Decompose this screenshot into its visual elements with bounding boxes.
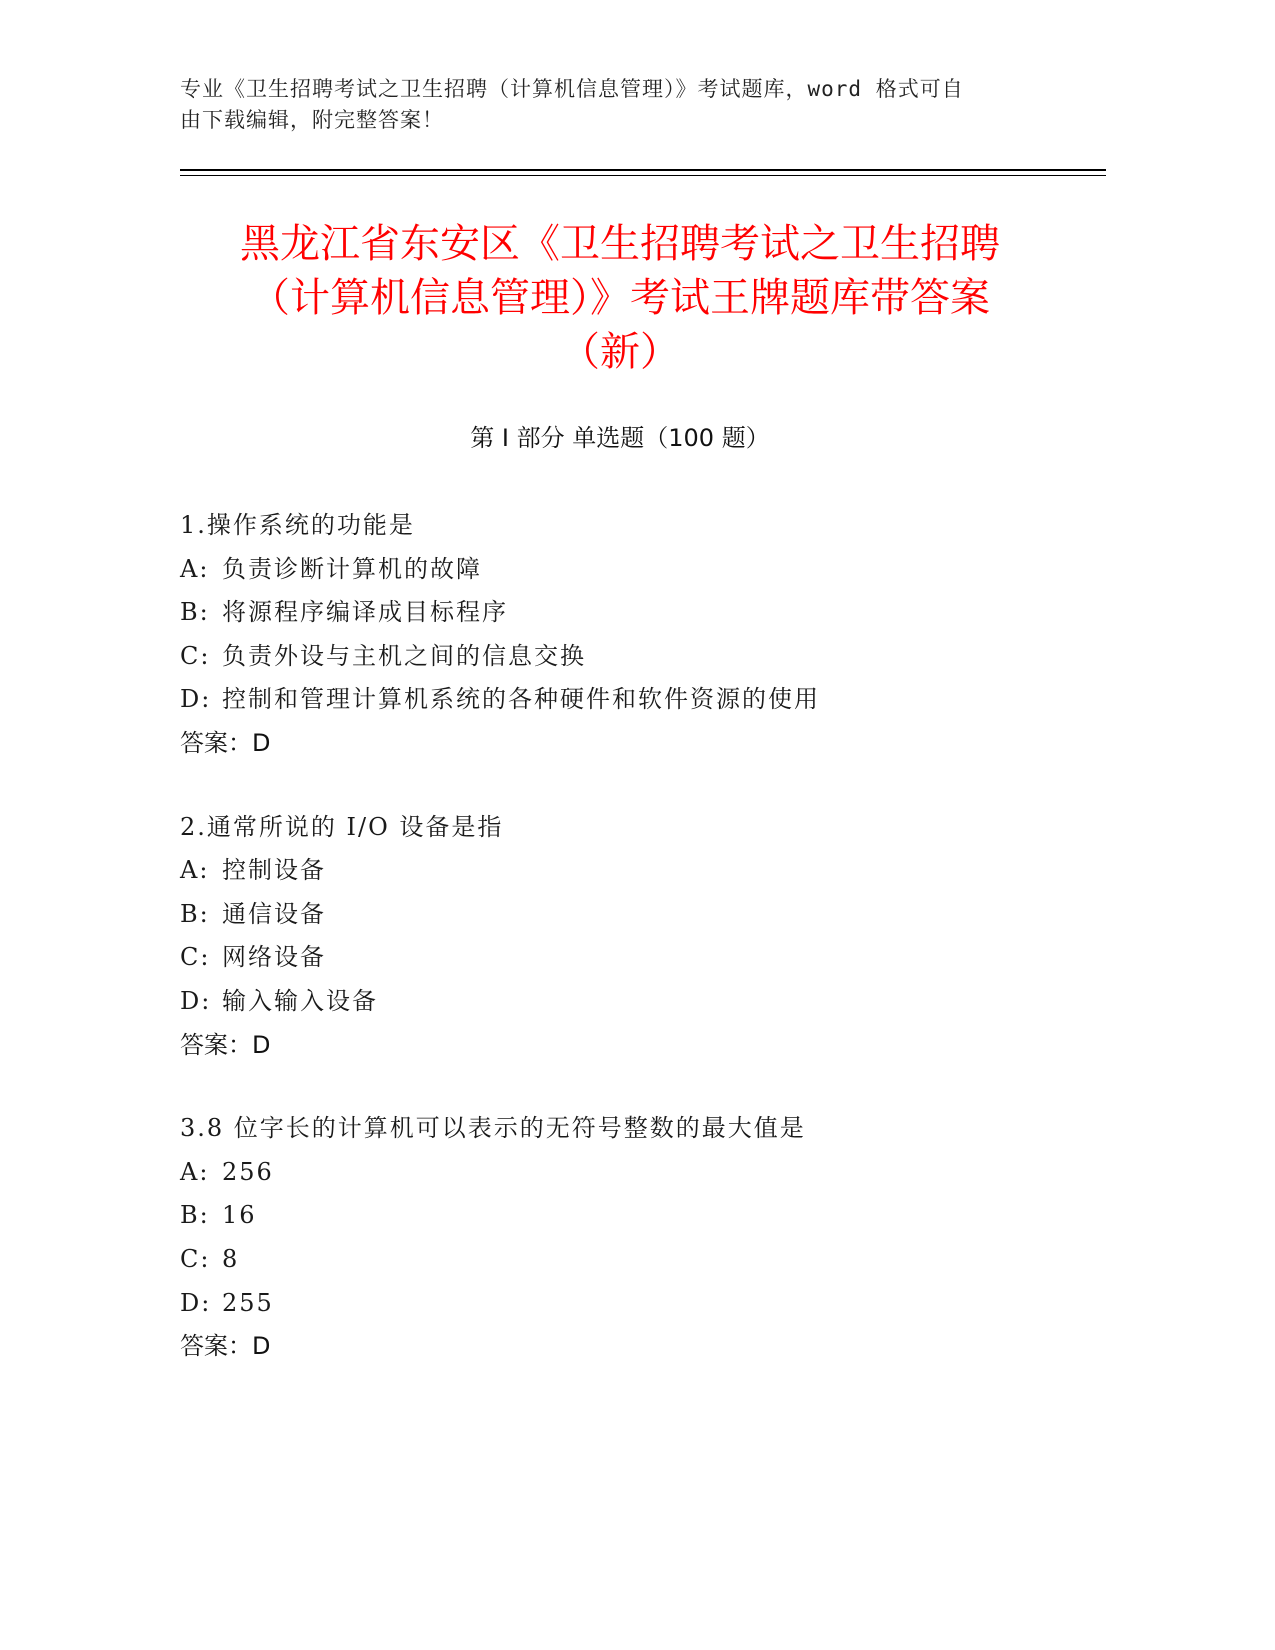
option-text: 网络设备: [222, 943, 326, 972]
option-key: A:: [180, 1157, 210, 1186]
title-line: （新）: [560, 329, 680, 375]
option-key: B:: [180, 899, 210, 928]
option-text: 8: [222, 1244, 240, 1273]
intro-line: 由下载编辑，附完整答案！: [180, 108, 444, 132]
title-line: （计算机信息管理）》考试王牌题库带答案: [250, 275, 990, 321]
option-key: A:: [180, 856, 210, 885]
header-rule-thick: [180, 169, 1106, 171]
intro-line: 专业《卫生招聘考试之卫生招聘（计算机信息管理）》考试题库，word 格式可自: [180, 77, 964, 101]
option-key: B:: [180, 1201, 210, 1230]
intro-paragraph: [180, 74, 1050, 136]
title-line: 黑龙江省东安区《卫生招聘考试之卫生招聘: [240, 221, 1000, 267]
document-title: [180, 217, 1060, 379]
question-2: [180, 806, 1080, 1068]
option-key: C:: [180, 943, 211, 972]
option-d: [180, 678, 1080, 722]
section-heading: 第 I 部分 单选题（100 题）: [470, 424, 770, 452]
option-key: B:: [180, 598, 210, 627]
option-a: [180, 849, 1080, 893]
option-c: [180, 1238, 1080, 1282]
option-key: C:: [180, 641, 211, 670]
option-text: 控制和管理计算机系统的各种硬件和软件资源的使用: [222, 685, 820, 714]
option-key: D:: [180, 685, 212, 714]
option-text: 负责诊断计算机的故障: [222, 554, 482, 583]
option-text: 255: [222, 1288, 274, 1317]
option-key: A:: [180, 554, 210, 583]
option-text: 输入输入设备: [222, 986, 378, 1015]
answer-line: 答案：D: [180, 728, 271, 757]
option-b: [180, 591, 1080, 635]
option-c: [180, 936, 1080, 980]
option-key: D:: [180, 1288, 212, 1317]
option-text: 256: [222, 1157, 274, 1186]
option-a: [180, 1151, 1080, 1195]
option-a: [180, 548, 1080, 592]
option-text: 控制设备: [222, 856, 326, 885]
question-stem: 2.通常所说的 I/O 设备是指: [180, 812, 504, 841]
option-c: [180, 635, 1080, 679]
option-key: D:: [180, 986, 212, 1015]
option-text: 负责外设与主机之间的信息交换: [222, 641, 586, 670]
option-text: 将源程序编译成目标程序: [222, 598, 508, 627]
question-stem: 3.8 位字长的计算机可以表示的无符号整数的最大值是: [180, 1114, 806, 1143]
question-stem: 1.操作系统的功能是: [180, 511, 415, 539]
question-3: [180, 1107, 1080, 1369]
header-rule-thin: [180, 175, 1106, 176]
option-text: 通信设备: [222, 899, 326, 928]
option-text: 16: [222, 1201, 257, 1230]
answer-line: 答案：D: [180, 1332, 271, 1361]
question-1: [180, 504, 1080, 766]
option-d: [180, 980, 1080, 1024]
option-b: [180, 1194, 1080, 1238]
question-list: [180, 504, 1080, 1409]
option-key: C:: [180, 1244, 211, 1273]
answer-line: 答案：D: [180, 1030, 271, 1059]
option-b: [180, 893, 1080, 937]
option-d: [180, 1282, 1080, 1326]
